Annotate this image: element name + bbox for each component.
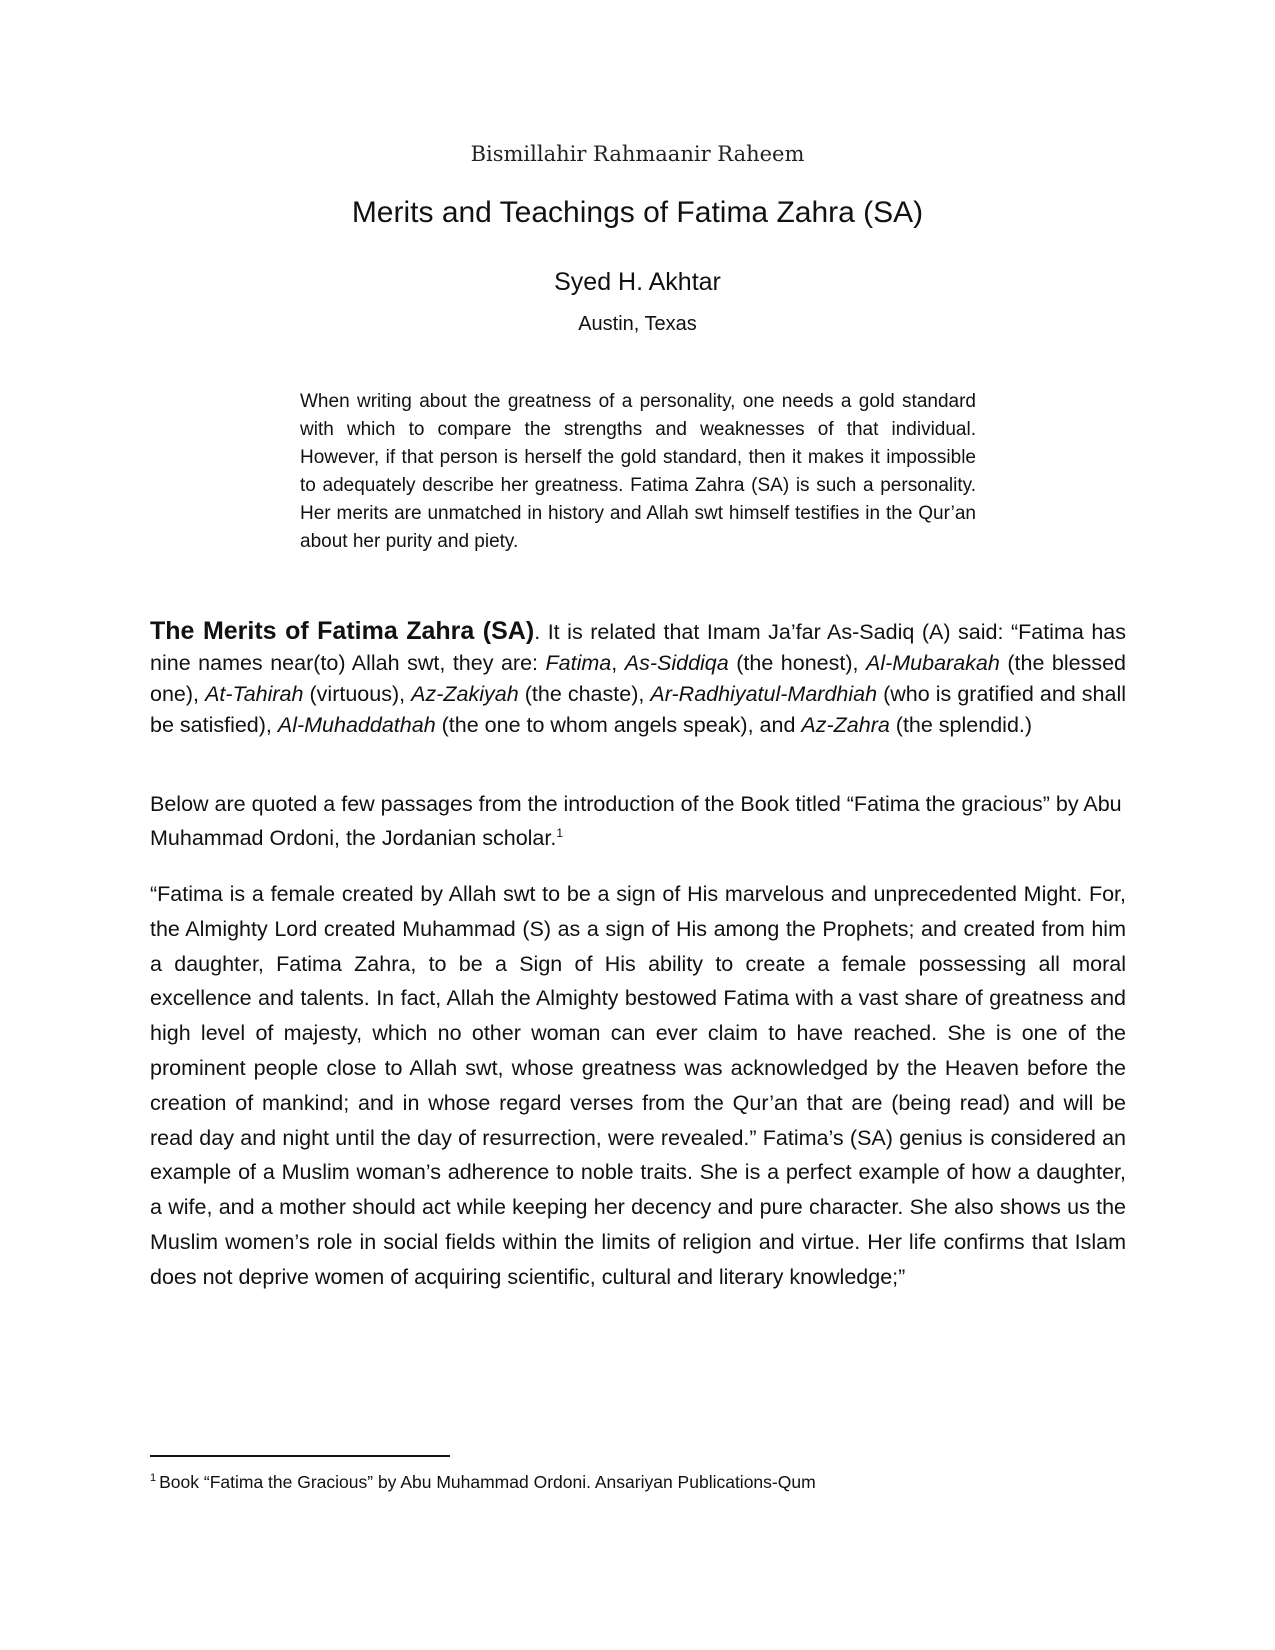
merits-text: , [611,651,625,675]
footnote-text: Book “Fatima the Gracious” by Abu Muhammad Ordoni. Ansariyan Publications-Qum [159,1472,816,1492]
intro-text: Below are quoted a few passages from the introduction of the Book titled “Fatima the gracious” by Abu Muhammad Ordoni, the Jordanian scholar. [150,792,1122,850]
name-al-muhaddathah: Al-Muhaddathah [277,713,436,737]
name-ar-radhiyatul-mardhiah: Ar-Radhiyatul-Mardhiah [650,682,878,706]
merits-text: (who is gratified and shall be satisfied), [150,682,1127,737]
document-title: Merits and Teachings of Fatima Zahra (SA) [351,196,924,229]
merits-text: (the chaste), [518,682,651,706]
merits-text: It is related that Imam Ja’far As-Sadiq (A) said: “Fatima has nine names near(to) Allah swt, they are: [150,620,1126,675]
abstract-paragraph: When writing about the greatness of a personality, one needs a gold standard with which to compare the strengths and weaknesses of that individual. However, if that person is herself the gold standard, then it makes it impossible to adequately describe her greatness. Fatima Zahra (SA) is such a personality. Her merits are unmatched in history and Allah swt himself testifies in the Qur’an about her purity and piety. [300,391,976,552]
merits-heading-end: . [534,620,541,644]
merits-text: (virtuous), [303,682,412,706]
footnote-divider [150,1455,450,1457]
bismillah-heading: Bismillahir Rahmaanir Raheem [470,142,805,166]
name-al-mubarakah: Al-Mubarakah [866,651,1000,675]
footnote [150,1470,1126,1494]
footnote-number: 1 [150,1472,157,1485]
name-as-siddiqa: As-Siddiqa [624,651,729,675]
author-location: Austin, Texas [578,313,697,335]
author-name: Syed H. Akhtar [554,268,721,296]
merits-text: (the splendid.) [889,713,1033,737]
merits-paragraph [150,616,1126,741]
quote-paragraph: “Fatima is a female created by Allah swt to be a sign of His marvelous and unprecedented Might. For, the Almighty Lord created Muhammad (S) as a sign of His among the Prophets; and created from him a daughter, Fatima Zahra, to be a Sign of His ability to create a female possessing all moral excellence and talents. In fact, Allah the Almighty bestowed Fatima with a vast share of greatness and high level of majesty, which no other woman can ever claim to have reached. She is one of the prominent people close to Allah swt, whose greatness was acknowledged by the Heaven before the creation of mankind; and in whose regard verses from the Qur’an that are (being read) and will be read day and night until the day of resurrection, were revealed.” Fatima’s (SA) genius is considered an example of a Muslim woman’s adherence to noble traits. She is a perfect example of how a daughter, a wife, and a mother should act while keeping her decency and pure character. She also shows us the Muslim women’s role in social fields within the limits of religion and virtue. Her life confirms that Islam does not deprive women of acquiring scientific, cultural and literary knowledge;” [150,882,1126,1289]
name-az-zahra: Az-Zahra [801,713,890,737]
intro-paragraph [150,787,1126,855]
merits-heading: The Merits of Fatima Zahra (SA) [150,617,535,645]
name-at-tahirah: At-Tahirah [205,682,304,706]
name-fatima: Fatima [545,651,612,675]
merits-text: (the one to whom angels speak), and [435,713,802,737]
merits-text: (the honest), [728,651,866,675]
merits-text: (the blessed one), [150,651,1127,706]
footnote-reference[interactable]: 1 [556,825,564,840]
name-az-zakiyah: Az-Zakiyah [411,682,519,706]
